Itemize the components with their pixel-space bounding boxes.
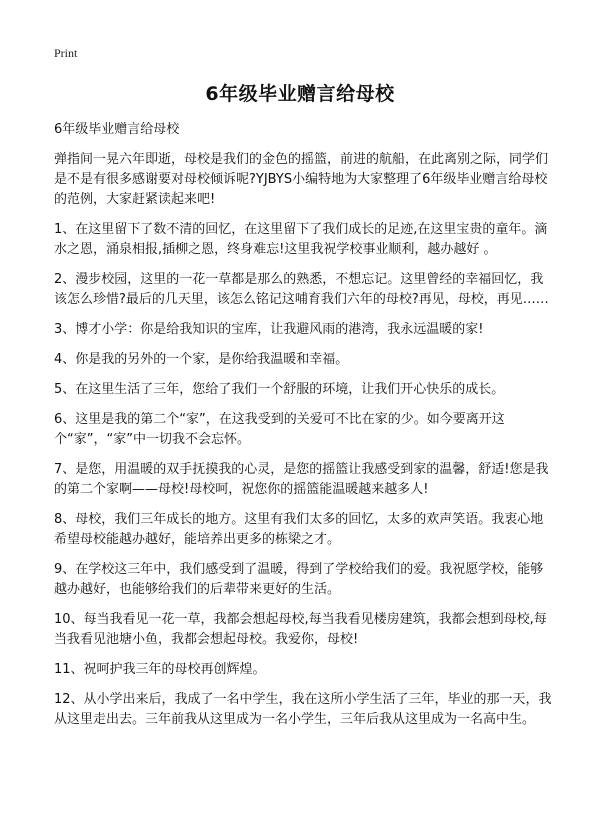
paragraph-7: 7、是您，用温暖的双手抚摸我的心灵，是您的摇篮让我感受到家的温馨，舒适!您是我的第二个家啊——母校!母校呵，祝您你的摇篮能温暖越来越多人! [54, 462, 549, 497]
document-title: 6年级毕业赠言给母校 [205, 83, 395, 105]
paragraph-10: 10、每当我看见一花一草，我都会想起母校,每当我看见楼房建筑，我都会想到母校,每当我看见池塘小鱼，我都会想起母校。我爱你，母校! [54, 612, 547, 647]
paragraph-2: 2、漫步校园，这里的一花一草都是那么的熟悉，不想忘记。这里曾经的幸福回忆，我该怎么珍惜?最后的几天里，该怎么铭记这哺育我们六年的母校?再见，母校，再见…… [54, 272, 549, 307]
print-link[interactable]: Print [54, 46, 78, 60]
paragraph-12: 12、从小学出来后，我成了一名中学生，我在这所小学生活了三年，毕业的那一天，我从这里走出去。三年前我从这里成为一名小学生，三年后我从这里成为一名高中生。 [54, 692, 552, 727]
paragraph-9: 9、在学校这三年中，我们感受到了温暖，得到了学校给我们的爱。我祝愿学校，能够越办越好，也能够给我们的后辈带来更好的生活。 [54, 562, 544, 597]
paragraph-6: 6、这里是我的第二个“家”，在这我受到的关爱可不比在家的少。如今要离开这个“家”，“家”中一切我不会忘怀。 [54, 412, 505, 447]
paragraph-3: 3、博才小学：你是给我知识的宝库，让我避风雨的港湾，我永远温暖的家! [54, 322, 484, 337]
paragraph-11: 11、祝呵护我三年的母校再创辉煌。 [54, 662, 266, 677]
paragraph-4: 4、你是我的另外的一个家，是你给我温暖和幸福。 [54, 352, 349, 367]
document-subtitle: 6年级毕业赠言给母校 [54, 122, 180, 137]
paragraph-1: 1、在这里留下了数不清的回忆，在这里留下了我们成长的足迹,在这里宝贵的童年。滴水之恩，涌泉相报,插柳之恩，终身难忘!这里我祝学校事业顺利，越办越好 。 [54, 222, 548, 257]
paragraph-8: 8、母校，我们三年成长的地方。这里有我们太多的回忆，太多的欢声笑语。我衷心地希望母校能越办越好，能培养出更多的栋梁之才。 [54, 512, 544, 547]
paragraph-5: 5、在这里生活了三年，您给了我们一个舒服的环境，让我们开心快乐的成长。 [54, 382, 505, 397]
document-body [54, 120, 554, 740]
intro-paragraph: 弹指间一晃六年即逝，母校是我们的金色的摇篮，前进的航船，在此离别之际，同学们是不是有很多感谢要对母校倾诉呢?YJBYS小编特地为大家整理了6年级毕业赠言给母校的范例，大家赶紧读起来吧! [54, 152, 549, 207]
